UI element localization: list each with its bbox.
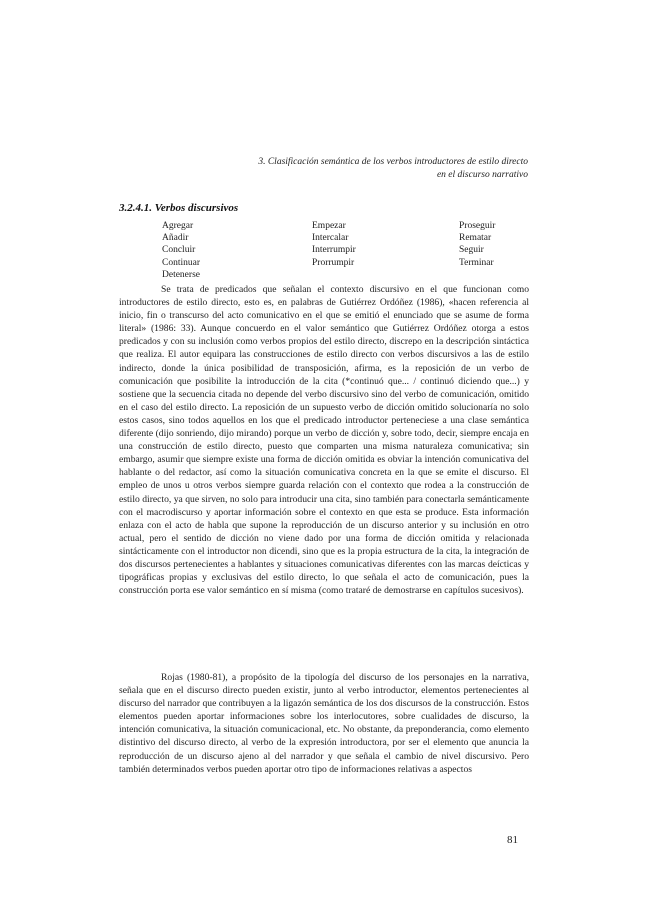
verb-item: Terminar (459, 257, 494, 268)
verb-item: Intercalar (312, 233, 349, 244)
verb-item: Rematar (459, 233, 492, 244)
verb-item: Continuar (162, 257, 200, 268)
verb-column-3 (459, 220, 495, 269)
verb-item: Añadir (162, 233, 189, 244)
body-paragraph-2 (119, 671, 529, 776)
running-header-line-2: en el discurso narrativo (436, 170, 528, 180)
verb-item: Prorrumpir (312, 257, 355, 268)
body-paragraph-1 (119, 283, 529, 597)
verb-column-2 (312, 220, 356, 269)
verb-item: Detenerse (162, 269, 200, 280)
verb-item: Proseguir (459, 221, 496, 231)
verb-item: Interrumpir (312, 245, 356, 256)
page-number: 81 (507, 834, 518, 846)
paragraph-text: Se trata de predicados que señalan el contexto discursivo en el que funcionan como introductores de estilo directo, esto es, en palabras de Gutiérrez Ordóñez (1986), «hacen referencia al inicio, fin o transcurso del acto comunicativo en el que se emitió el enunciado que se asume de forma literal» (1986: 33). Aunque concuerdo en el valor semántico que Gutiérrez Ordóñez otorga a estos predicados y con su inclusión como verbos propios del estilo directo, discrepo en la descripción sintáctica que realiza. El autor equipara las construcciones de estilo directo con verbos discursivos a las de estilo indirecto, donde la única posibilidad de transposición, afirma, es la reposición de un verbo de comunicación que posibilite la introducción de la cita (*continuó que... / continuó diciendo que...) y sostiene que la secuencia citada no depende del verbo discursivo sino del verbo de comunicación, omitido en el caso del estilo directo. La reposición de un supuesto verbo de dicción omitido solucionaría no solo estos casos, sino todos aquellos en los que el predicado introductor perteneciese a una clase semántica diferente (dijo sonriendo, dijo mirando) porque un verbo de dicción y, sobre todo, decir, siempre encaja en una construcción de estilo directo, puesto que comparten una misma naturaleza comunicativa; sin embargo, asumir que siempre existe una forma de dicción omitida es obviar la intención comunicativa del hablante o del redactor, así como la situación comunicativa concreta en la que se emite el discurso. El empleo de unos u otros verbos siempre guarda relación con el contexto que rodea a la construcción de estilo directo, ya que sirven, no solo para introducir una cita, sino también para conectarla semánticamente con el macrodiscurso y aportar información sobre el contexto en que esta se produce. Esta información enlaza con el acto de habla que supone la reproducción de un discurso anterior y su inclusión en otro actual, pero el sentido de dicción no viene dado por una forma de dicción omitida y relacionada sintácticamente con el introductor non dicendi, sino que es la propia estructura de la cita, la integración de dos discursos pertenecientes a hablantes y situaciones comunicativas diferentes con las marcas deícticas y tipográficas propias y exclusivas del estilo directo, lo que señala el acto de comunicación, pues la construcción porta ese valor semántico en sí misma (como trataré de demostrarse en capítulos sucesivos). (119, 284, 529, 597)
verb-column-1 (162, 220, 200, 281)
verb-item: Concluir (162, 245, 196, 256)
paragraph-text: Rojas (1980-81), a propósito de la tipología del discurso de los personajes en la narrativa, señala que en el discurso directo pueden existir, junto al verbo introductor, elementos pertenecientes al discurso del narrador que contribuyen a la ligazón semántica de los dos discursos de la construcción. Estos elementos pueden aportar informaciones sobre los interlocutores, sobre cualidades de discurso, la intención comunicativa, la situación comunicacional, etc. No obstante, da preponderancia, como elemento distintivo del discurso directo, al verbo de la expresión introductora, por ser el elemento que anuncia la reproducción de un discurso ajeno al del narrador y que señala el cambio de nivel discursivo. Pero también determinados verbos pueden aportar otro tipo de informaciones relativas a aspectos (119, 672, 529, 775)
running-header-line-1: 3. Clasificación semántica de los verbos introductores de estilo directo (258, 157, 528, 167)
section-heading: 3.2.4.1. Verbos discursivos (119, 202, 239, 214)
verb-item: Seguir (459, 245, 484, 256)
verb-item: Empezar (312, 221, 346, 231)
verb-item: Agregar (162, 221, 194, 231)
running-header (128, 156, 528, 182)
